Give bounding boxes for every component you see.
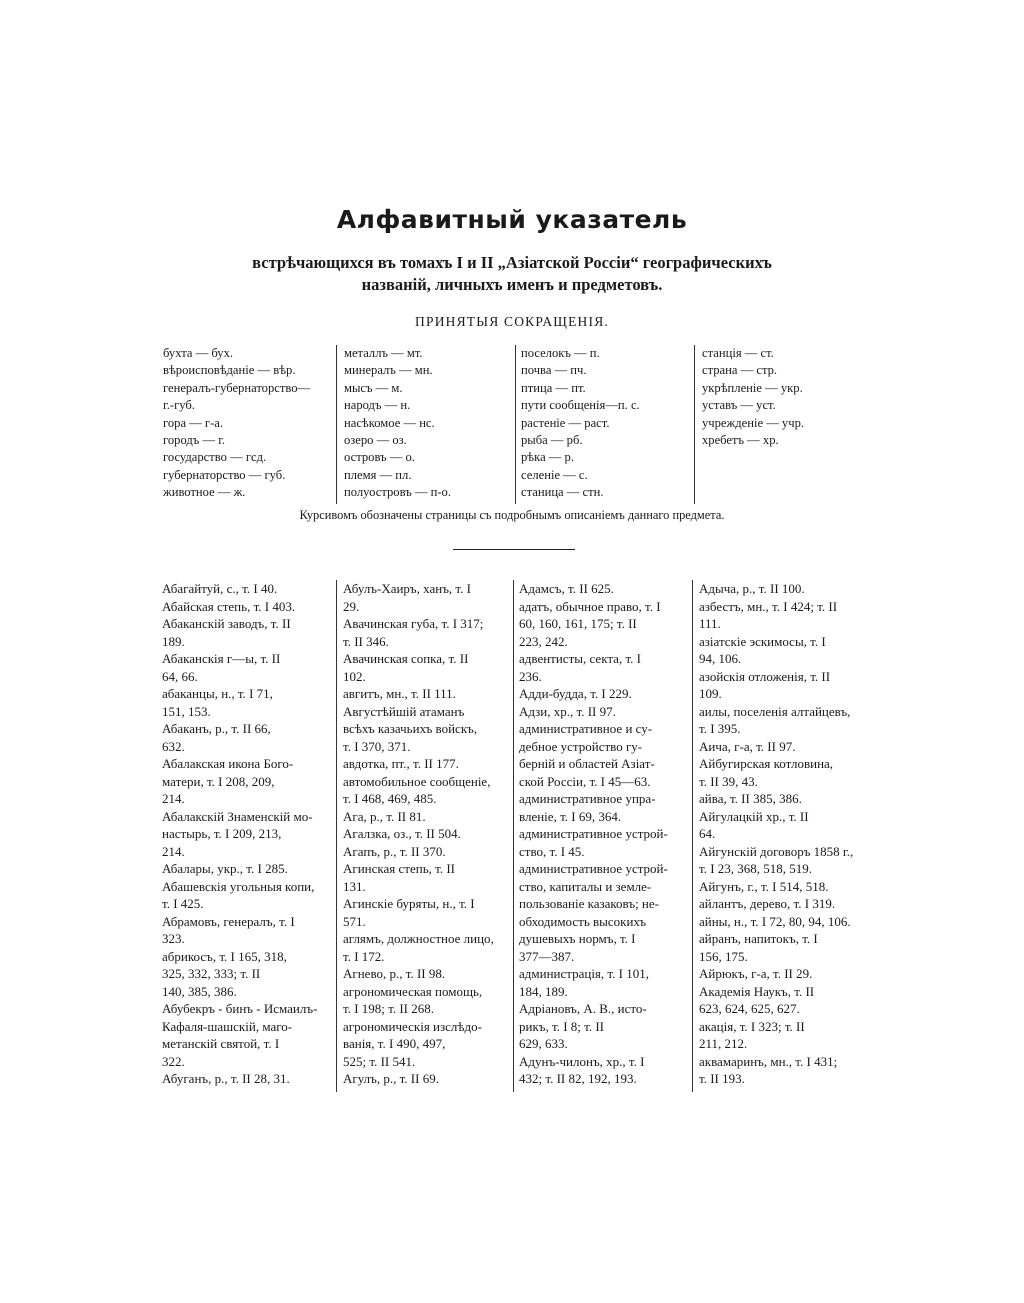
index-entry: [699, 738, 871, 756]
index-entry-line: азбестъ, мн., т. I 424; т. II: [699, 598, 838, 614]
abbreviation-line: почва — пч.: [521, 363, 587, 378]
abbreviation-line: пути сообщенія—п. с.: [521, 398, 640, 413]
index-entry-line: т. II 193.: [699, 1071, 745, 1086]
index-entry-line: 525; т. II 541.: [343, 1053, 416, 1069]
index-column-2: [343, 580, 511, 1088]
index-entry-line: 60, 160, 161, 175; т. II: [519, 616, 637, 631]
index-entry-line: Абалары, укр., т. I 285.: [162, 861, 288, 876]
abbreviation-column-1: [163, 345, 310, 502]
index-column-4: [699, 580, 871, 1088]
index-entry-line: 102.: [343, 668, 366, 684]
index-entry-line: т. I 395.: [699, 721, 741, 736]
index-entry-line: Адзи, хр., т. II 97.: [519, 703, 616, 719]
index-column-rule: [336, 580, 337, 1092]
index-entry-line: 214.: [162, 843, 185, 859]
index-entry-line: автомобильное сообщеніе,: [343, 773, 491, 789]
index-entry-line: Адди-будда, т. I 229.: [519, 686, 632, 701]
index-entry: [519, 685, 691, 703]
index-entry-line: Агалзка, оз., т. II 504.: [343, 826, 461, 841]
index-entry-line: Айгунъ, г., т. I 514, 518.: [699, 878, 829, 894]
index-entry: [162, 615, 332, 650]
index-entry-line: абрикосъ, т. I 165, 318,: [162, 948, 287, 964]
index-entry-line: Абаканскія г—ы, т. II: [162, 651, 281, 666]
abbreviation-column-rule: [515, 345, 516, 504]
index-entry: [519, 965, 691, 1000]
index-entry-line: 94, 106.: [699, 651, 742, 666]
index-entry: [343, 860, 511, 895]
index-entry-line: 140, 385, 386.: [162, 983, 237, 999]
index-entry: [162, 1070, 332, 1088]
index-entry: [162, 755, 332, 808]
index-entry: [162, 948, 332, 1001]
abbreviation-line: селеніе — с.: [521, 467, 588, 482]
index-entry-line: Агинская степь, т. II: [343, 861, 455, 876]
index-entry-line: айранъ, напитокъ, т. I: [699, 931, 818, 946]
index-entry-line: Айгулацкій хр., т. II: [699, 808, 809, 824]
index-entry-line: Абашевскія угольныя копи,: [162, 878, 315, 894]
section-divider: [453, 549, 575, 550]
index-entry: [162, 1000, 332, 1070]
abbreviation-line: озеро — оз.: [344, 432, 407, 447]
index-entry-line: Авачинская губа, т. I 317;: [343, 616, 484, 631]
abbreviation-line: страна — стр.: [702, 363, 778, 378]
index-entry-line: 432; т. II 82, 192, 193.: [519, 1071, 637, 1086]
index-entry-line: агрономическія изслѣдо-: [343, 1018, 482, 1034]
index-entry-line: Агнево, р., т. II 98.: [343, 966, 446, 981]
index-entry-line: Ага, р., т. II 81.: [343, 808, 426, 824]
abbreviation-line: растеніе — раст.: [521, 415, 610, 430]
index-entry: [162, 913, 332, 948]
index-entry-line: Абалакская икона Бого-: [162, 756, 294, 771]
index-entry: [699, 703, 871, 738]
index-entry-line: т. I 425.: [162, 896, 204, 911]
abbreviation-column-3: [521, 345, 640, 502]
abbreviation-column-2: [344, 345, 451, 502]
index-entry-line: 629, 633.: [519, 1036, 568, 1051]
index-entry-line: Абаканъ, р., т. II 66,: [162, 721, 271, 736]
abbreviation-line: птица — пт.: [521, 380, 586, 395]
index-entry: [699, 983, 871, 1018]
index-entry: [699, 790, 871, 808]
index-entry-line: азойскія отложенія, т. II: [699, 668, 831, 684]
abbreviation-line: губернаторство — губ.: [163, 467, 286, 482]
index-entry-line: 64, 66.: [162, 668, 198, 684]
index-entry-line: 322.: [162, 1053, 185, 1069]
index-column-rule: [692, 580, 693, 1092]
index-entry-line: 236.: [519, 668, 542, 684]
abbreviation-line: учрежденіе — учр.: [702, 415, 805, 430]
index-entry: [519, 790, 691, 825]
index-entry-line: т. I 370, 371.: [343, 738, 411, 754]
index-entry-line: абаканцы, н., т. I 71,: [162, 686, 273, 701]
index-entry: [162, 720, 332, 755]
index-entry-line: дебное устройство гу-: [519, 738, 643, 754]
index-entry-line: Агинскіе буряты, н., т. I: [343, 896, 475, 911]
index-entry-line: ской Россіи, т. I 45—63.: [519, 773, 651, 789]
index-entry-line: аилы, поселенія алтайцевъ,: [699, 703, 851, 719]
index-entry: [343, 1018, 511, 1071]
italic-note: Курсивомъ обозначены страницы съ подробнымъ описаніемъ даннаго предмета.: [299, 508, 725, 522]
abbreviation-line: металлъ — мт.: [344, 346, 423, 360]
index-entry-line: Абаканскій заводъ, т. II: [162, 616, 291, 631]
index-entry: [699, 633, 871, 668]
index-entry: [519, 1053, 691, 1088]
index-entry-line: 211, 212.: [699, 1036, 748, 1051]
abbreviation-line: минералъ — мн.: [344, 363, 433, 378]
index-entry: [519, 580, 691, 598]
index-entry-line: авгитъ, мн., т. II 111.: [343, 686, 456, 701]
index-entry: [162, 580, 332, 598]
index-entry-line: Айгунскій договоръ 1858 г.,: [699, 843, 854, 859]
index-entry-line: 151, 153.: [162, 703, 211, 719]
index-entry-line: ванія, т. I 490, 497,: [343, 1036, 446, 1051]
index-entry: [343, 895, 511, 930]
abbreviation-line: полуостровъ — п-о.: [344, 485, 452, 500]
index-entry-line: 571.: [343, 913, 366, 929]
abbreviation-line: насѣкомое — нс.: [344, 415, 435, 430]
index-entry-line: ство, капиталы и земле-: [519, 878, 652, 894]
abbreviation-line: укрѣпленіе — укр.: [702, 380, 803, 395]
index-entry: [343, 615, 511, 650]
index-entry: [343, 930, 511, 965]
index-entry-line: адатъ, обычное право, т. I: [519, 598, 661, 614]
index-column-3: [519, 580, 691, 1088]
index-entry: [162, 878, 332, 913]
index-entry-line: 214.: [162, 791, 185, 806]
abbreviation-line: генералъ-губернаторство—: [163, 380, 311, 395]
index-entry-line: айлантъ, дерево, т. I 319.: [699, 896, 836, 911]
abbreviation-line: бухта — бух.: [163, 346, 234, 360]
index-entry: [343, 1070, 511, 1088]
abbreviation-column-rule: [336, 345, 337, 504]
index-entry: [699, 808, 871, 843]
index-entry-line: Адыча, р., т. II 100.: [699, 581, 805, 596]
index-entry-line: Абрамовъ, генералъ, т. I: [162, 913, 295, 929]
index-entry: [162, 650, 332, 685]
index-entry: [699, 965, 871, 983]
index-column-rule: [513, 580, 514, 1092]
abbreviation-line: рѣка — р.: [521, 450, 574, 465]
abbreviation-line: станція — ст.: [702, 346, 774, 360]
index-entry-line: 189.: [162, 633, 185, 649]
index-entry: [519, 650, 691, 685]
index-entry: [343, 843, 511, 861]
index-entry-line: 64.: [699, 826, 716, 841]
index-entry: [699, 895, 871, 913]
abbreviation-line: городъ — г.: [163, 432, 226, 447]
abbreviation-line: г.-губ.: [163, 398, 195, 413]
index-entry-line: айва, т. II 385, 386.: [699, 791, 802, 806]
index-entry-line: айны, н., т. I 72, 80, 94, 106.: [699, 913, 851, 929]
abbreviation-column-rule: [694, 345, 695, 504]
index-entry-line: Абулъ-Хаиръ, ханъ, т. I: [343, 581, 471, 596]
index-entry-line: Академія Наукъ, т. II: [699, 983, 815, 999]
index-entry: [162, 685, 332, 720]
abbreviations-heading: ПРИНЯТЫЯ СОКРАЩЕНІЯ.: [415, 314, 609, 329]
index-entry-line: азіатскіе эскимосы, т. I: [699, 633, 826, 649]
abbreviation-line: станица — стн.: [521, 485, 604, 500]
index-entry: [699, 1018, 871, 1053]
index-entry-line: 184, 189.: [519, 983, 568, 999]
index-entry-line: акація, т. I 323; т. II: [699, 1018, 805, 1034]
index-entry: [343, 580, 511, 615]
index-entry-line: Абуганъ, р., т. II 28, 31.: [162, 1071, 290, 1086]
index-entry-line: ство, т. I 45.: [519, 843, 585, 859]
abbreviation-line: островъ — о.: [344, 450, 415, 465]
index-entry-line: Агапъ, р., т. II 370.: [343, 843, 446, 859]
abbreviation-line: хребетъ — хр.: [702, 432, 779, 447]
index-entry-line: агрономическая помощь,: [343, 983, 483, 999]
index-entry-line: обходимость высокихъ: [519, 913, 647, 929]
index-entry-line: Авачинская сопка, т. II: [343, 651, 469, 666]
index-entry: [343, 703, 511, 756]
index-entry-line: 111.: [699, 616, 721, 631]
index-entry-line: Абагайтуй, с., т. I 40.: [162, 581, 278, 596]
index-entry-line: аглямъ, должностное лицо,: [343, 931, 494, 946]
index-entry: [519, 720, 691, 790]
index-entry-line: Аича, г-а, т. II 97.: [699, 738, 796, 754]
index-entry-line: т. I 198; т. II 268.: [343, 1001, 435, 1016]
index-entry: [343, 755, 511, 773]
index-entry: [519, 598, 691, 651]
index-entry-line: Айрюкъ, г-а, т. II 29.: [699, 966, 813, 981]
index-entry-line: Абайская степь, т. I 403.: [162, 598, 296, 614]
abbreviation-line: рыба — рб.: [521, 432, 583, 447]
index-entry-line: матери, т. I 208, 209,: [162, 773, 275, 789]
index-entry-line: Айбугирская котловина,: [699, 756, 834, 771]
index-entry-line: администрація, т. I 101,: [519, 966, 649, 981]
index-entry: [343, 650, 511, 685]
index-entry-line: аквамаринъ, мн., т. I 431;: [699, 1053, 838, 1069]
index-entry: [519, 860, 691, 965]
index-entry-line: т. II 39, 43.: [699, 773, 758, 789]
abbreviation-column-4: [702, 345, 804, 449]
index-entry: [699, 598, 871, 633]
index-entry: [343, 965, 511, 983]
subtitle-line-2: названій, личныхъ именъ и предметовъ.: [361, 275, 663, 294]
index-entry: [162, 860, 332, 878]
index-entry-line: Адамсъ, т. II 625.: [519, 581, 614, 596]
index-entry: [519, 825, 691, 860]
abbreviation-line: гора — г-а.: [163, 415, 224, 430]
abbreviation-line: государство — гсд.: [163, 450, 267, 465]
abbreviation-line: народъ — н.: [344, 398, 411, 413]
abbreviation-line: вѣроисповѣданіе — вѣр.: [163, 363, 296, 378]
index-entry-line: 223, 242.: [519, 633, 568, 649]
abbreviation-line: уставъ — уст.: [702, 398, 776, 413]
index-entry-line: Агулъ, р., т. II 69.: [343, 1071, 439, 1086]
index-entry-line: административное устрой-: [519, 826, 668, 841]
index-entry: [699, 878, 871, 896]
index-entry-line: адвентисты, секта, т. I: [519, 651, 641, 666]
index-entry-line: Адріановъ, А. В., исто-: [519, 1001, 647, 1016]
index-entry: [699, 755, 871, 790]
index-entry: [343, 685, 511, 703]
index-entry-line: 377—387.: [519, 948, 575, 964]
index-entry: [519, 1000, 691, 1053]
index-entry-line: Адунъ-чилонъ, хр., т. I: [519, 1053, 645, 1069]
index-entry-line: 131.: [343, 878, 366, 894]
index-entry-line: настырь, т. I 209, 213,: [162, 826, 282, 841]
index-entry: [699, 668, 871, 703]
index-entry-line: 325, 332, 333; т. II: [162, 966, 261, 981]
index-entry-line: метанскій святой, т. I: [162, 1036, 280, 1051]
page-title: Алфавитный указатель: [336, 205, 688, 234]
index-entry-line: административное и су-: [519, 721, 653, 736]
index-entry-line: всѣхъ казачьихъ войскъ,: [343, 721, 478, 736]
index-entry-line: берній и областей Азіат-: [519, 756, 655, 771]
index-entry-line: 156, 175.: [699, 948, 748, 964]
index-entry-line: авдотка, пт., т. II 177.: [343, 756, 459, 771]
index-entry: [519, 703, 691, 721]
index-entry-line: пользованіе казаковъ; не-: [519, 896, 659, 911]
index-entry-line: 623, 624, 625, 627.: [699, 1001, 800, 1016]
abbreviation-line: племя — пл.: [344, 467, 412, 482]
abbreviation-line: животное — ж.: [163, 485, 246, 500]
index-entry: [699, 580, 871, 598]
index-entry-line: Абалакскій Знаменскій мо-: [162, 808, 313, 824]
abbreviation-line: поселокъ — п.: [521, 346, 600, 360]
index-entry-line: 323.: [162, 931, 185, 946]
subtitle-line-1: встрѣчающихся въ томахъ I и II „Азіатской Россіи“ географическихъ: [252, 253, 772, 272]
index-entry: [343, 773, 511, 808]
index-entry: [162, 598, 332, 616]
abbreviation-line: мысъ — м.: [344, 380, 403, 395]
index-entry: [699, 843, 871, 878]
index-entry-line: т. I 23, 368, 518, 519.: [699, 861, 813, 876]
index-entry-line: Абубекръ - бинъ - Исмаилъ-: [162, 1001, 318, 1016]
index-entry-line: рикъ, т. I 8; т. II: [519, 1018, 605, 1034]
index-entry-line: административное упра-: [519, 791, 656, 806]
index-entry-line: т. II 346.: [343, 633, 389, 649]
index-entry: [343, 825, 511, 843]
index-entry: [343, 808, 511, 826]
index-entry-line: Августѣйшій атаманъ: [343, 703, 465, 719]
index-entry-line: т. I 172.: [343, 948, 385, 964]
index-entry-line: вленіе, т. I 69, 364.: [519, 808, 622, 824]
index-entry: [699, 1053, 871, 1088]
index-column-1: [162, 580, 332, 1088]
index-entry: [699, 930, 871, 965]
index-entry-line: 632.: [162, 738, 185, 754]
index-entry: [699, 913, 871, 931]
index-entry-line: душевыхъ нормъ, т. I: [519, 931, 636, 946]
index-entry: [343, 983, 511, 1018]
index-entry-line: административное устрой-: [519, 861, 668, 876]
index-entry-line: т. I 468, 469, 485.: [343, 791, 437, 806]
index-entry-line: Кафаля-шашскій, маго-: [162, 1018, 293, 1034]
index-entry-line: 29.: [343, 598, 360, 614]
index-entry: [162, 808, 332, 861]
index-entry-line: 109.: [699, 686, 722, 701]
